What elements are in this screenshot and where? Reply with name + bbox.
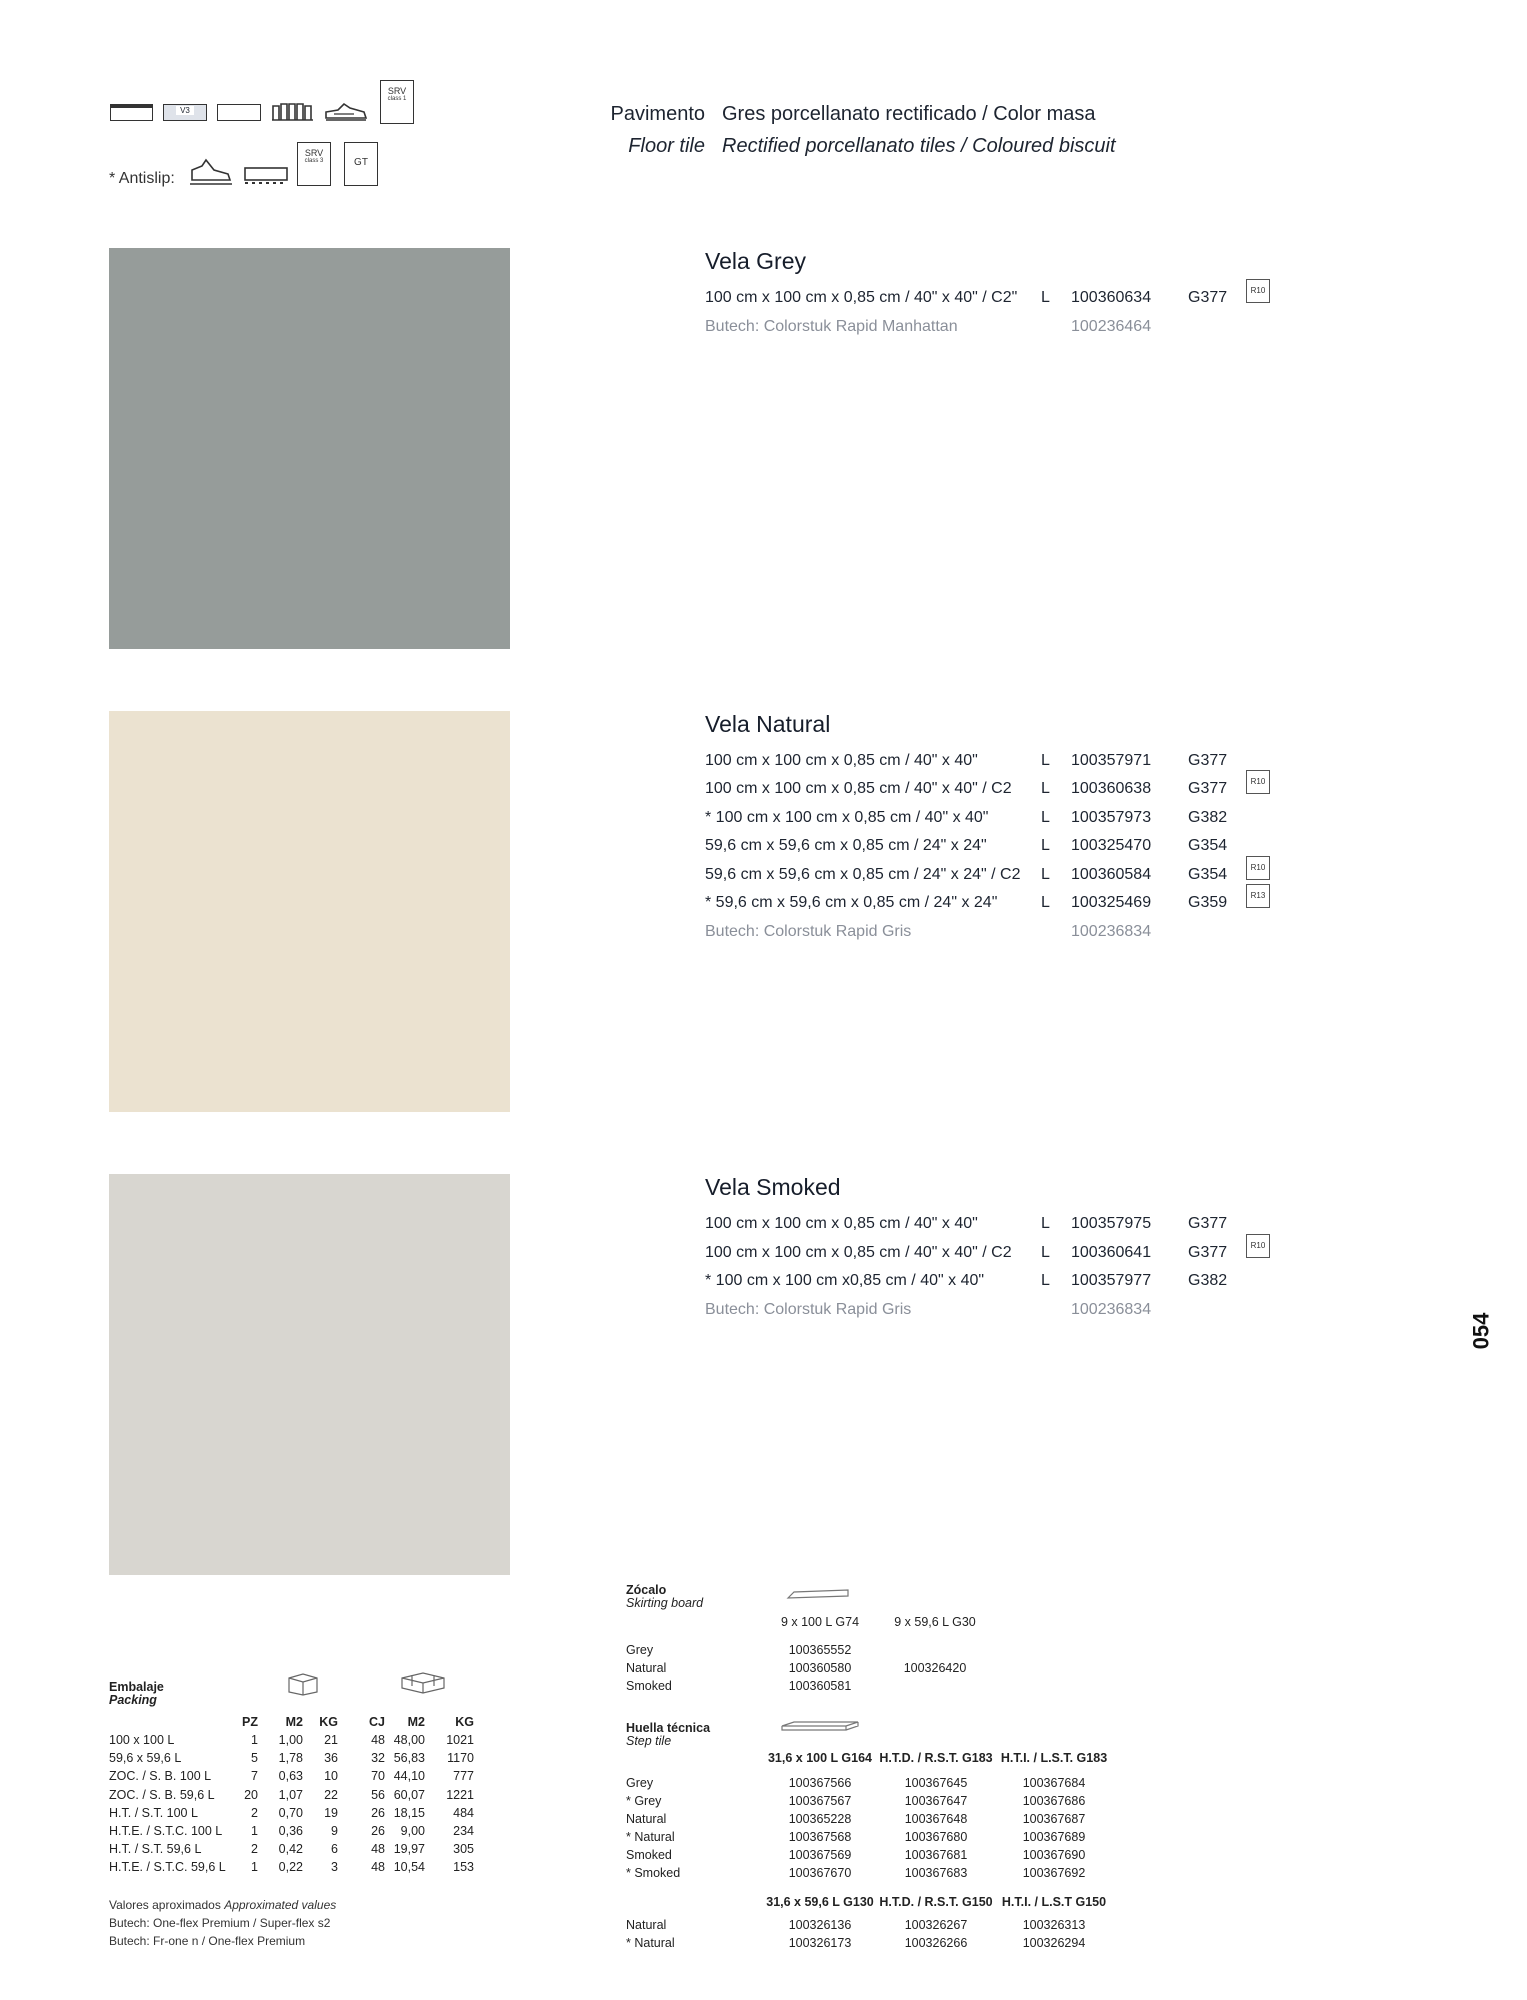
step-cell: 100326313	[1022, 1918, 1086, 1932]
packing-cell: 56,83	[393, 1751, 425, 1766]
packing-cell: 70	[371, 1769, 385, 1784]
step-cell: 100326173	[788, 1936, 852, 1950]
r13-badge: R13	[1246, 884, 1270, 908]
r10-badge: R10	[1246, 279, 1270, 303]
interior-use-icon	[271, 100, 315, 127]
page-number: 054	[1468, 1312, 1494, 1350]
step-cell: 100367648	[904, 1812, 968, 1826]
packing-cell: 0,22	[278, 1860, 303, 1875]
step-row-label: Grey	[626, 1776, 654, 1790]
packing-cell: 32	[371, 1751, 385, 1766]
packing-cell: 18,15	[393, 1805, 425, 1820]
step-cell: 100367690	[1022, 1848, 1086, 1862]
packing-cell: 26	[371, 1805, 385, 1820]
packing-cell: 6	[331, 1842, 338, 1857]
step-row-label: * Natural	[626, 1936, 675, 1950]
packing-cell: 1,00	[278, 1733, 303, 1747]
packing-cell: 22	[324, 1787, 338, 1802]
packing-cell: 1	[251, 1860, 258, 1875]
header-desc-es: Gres porcellanato rectificado / Color masa	[722, 103, 1096, 125]
product-title: Vela Smoked	[705, 1174, 841, 1200]
packing-cell: 1170	[447, 1751, 474, 1766]
step-row-label: * Grey	[626, 1794, 662, 1808]
skirting-title-es: Zócalo	[626, 1583, 667, 1597]
srv-class1-icon: SRV class 1	[380, 80, 414, 124]
packing-cell: 36	[324, 1751, 338, 1766]
step-cell: 100365228	[788, 1812, 852, 1826]
packing-row-label: H.T. / S.T. 100 L	[109, 1805, 198, 1820]
packing-cell: 1,07	[278, 1787, 303, 1802]
packing-header: KG	[319, 1715, 338, 1729]
r10-badge: R10	[1246, 856, 1270, 880]
packing-cell: 10	[324, 1769, 338, 1784]
packing-title-es: Embalaje	[109, 1680, 164, 1694]
header-desc-en: Rectified porcellanato tiles / Coloured biscuit	[722, 135, 1116, 157]
packing-butech-1: Butech: One-flex Premium / Super-flex s2	[109, 1916, 331, 1930]
r10-badge: R10	[1246, 1234, 1270, 1258]
step-row-label: Natural	[626, 1812, 667, 1826]
step-row-label: * Natural	[626, 1830, 675, 1844]
step-cell: 100326294	[1022, 1936, 1086, 1950]
packing-cell: 0,36	[278, 1824, 303, 1838]
packing-cell: 2	[251, 1842, 258, 1857]
packing-cell: 48	[371, 1860, 385, 1875]
packing-row-label: 59,6 x 59,6 L	[109, 1751, 182, 1766]
packing-cell: 2	[251, 1805, 258, 1820]
skirting-col1: 9 x 100 L G74	[780, 1615, 860, 1629]
antislip-floor-icon	[243, 164, 289, 191]
packing-row-label: H.T.E. / S.T.C. 100 L	[109, 1824, 223, 1838]
step-cell: 100326136	[788, 1918, 852, 1932]
skirting-cell: 100365552	[788, 1643, 852, 1657]
packing-cell: 9	[331, 1824, 338, 1838]
packing-cell: 9,00	[400, 1824, 425, 1838]
packing-cell: 44,10	[393, 1769, 425, 1784]
packing-header: M2	[285, 1715, 303, 1729]
packing-cell: 777	[453, 1769, 474, 1784]
packing-header: PZ	[242, 1715, 258, 1729]
packing-row-label: 100 x 100 L	[109, 1733, 175, 1747]
step-cell: 100367684	[1022, 1776, 1086, 1790]
step-cell: 100367569	[788, 1848, 852, 1862]
packing-cell: 0,70	[278, 1805, 303, 1820]
step-col-header: H.T.I. / L.S.T. G183	[1000, 1751, 1108, 1765]
product-title: Vela Grey	[705, 248, 806, 274]
step-cell: 100367687	[1022, 1812, 1086, 1826]
tile-swatch-vela-smoked	[109, 1174, 510, 1575]
packing-cell: 5	[251, 1751, 258, 1766]
skirting-title-en: Skirting board	[626, 1596, 704, 1610]
packing-cell: 26	[371, 1824, 385, 1838]
packing-cell: 56	[371, 1787, 385, 1802]
step-cell: 100367568	[788, 1830, 852, 1844]
packing-cell: 60,07	[393, 1787, 425, 1802]
packing-cell: 20	[244, 1787, 258, 1802]
floor-use-icon	[217, 104, 261, 121]
packing-cell: 1	[251, 1733, 258, 1747]
step-cell: 100367689	[1022, 1830, 1086, 1844]
step-col-header: H.T.D. / R.S.T. G150	[879, 1895, 993, 1909]
packing-cell: 48	[371, 1733, 385, 1747]
box-icon	[286, 1672, 320, 1701]
skirting-cell: 100360580	[788, 1661, 852, 1675]
skirting-board-icon	[786, 1586, 850, 1607]
step-row-label: Natural	[626, 1918, 667, 1932]
product-title: Vela Natural	[705, 711, 831, 737]
antislip-shoe-icon	[188, 158, 234, 191]
step-col-header: 31,6 x 59,6 L G130	[766, 1895, 874, 1909]
packing-cell: 1,78	[278, 1751, 303, 1766]
packing-row-label: ZOC. / S. B. 100 L	[109, 1769, 212, 1784]
srv-class3-icon: SRV class 3	[297, 142, 331, 186]
step-row-label: * Smoked	[626, 1866, 681, 1880]
step-cell: 100367645	[904, 1776, 968, 1790]
packing-cell: 1021	[446, 1733, 474, 1747]
r10-badge: R10	[1246, 770, 1270, 794]
tile-swatch-vela-grey	[109, 248, 510, 649]
step-col-header: H.T.I. / L.S.T G150	[1001, 1895, 1107, 1909]
skirting-cell: 100326420	[903, 1661, 967, 1675]
v3-label: V3	[176, 106, 194, 115]
packing-header: M2	[407, 1715, 425, 1729]
packing-cell: 305	[453, 1842, 474, 1857]
antislip-label: * Antislip:	[109, 170, 175, 187]
footwear-icon	[324, 98, 368, 127]
packing-row-label: H.T. / S.T. 59,6 L	[109, 1842, 202, 1857]
step-col-header: H.T.D. / R.S.T. G183	[879, 1751, 993, 1765]
packing-cell: 19,97	[393, 1842, 425, 1857]
packing-cell: 234	[453, 1824, 474, 1838]
step-cell: 100367647	[904, 1794, 968, 1808]
packing-note: Valores aproximados Approximated values	[109, 1898, 337, 1912]
packing-cell: 484	[453, 1805, 474, 1820]
packing-cell: 48	[371, 1842, 385, 1857]
packing-header: KG	[455, 1715, 474, 1729]
skirting-row-label: Natural	[626, 1661, 667, 1675]
step-cell: 100367670	[788, 1866, 852, 1880]
packing-cell: 153	[453, 1860, 474, 1875]
step-cell: 100367692	[1022, 1866, 1086, 1880]
step-cell: 100367686	[1022, 1794, 1086, 1808]
packing-cell: 48,00	[393, 1733, 425, 1747]
packing-cell: 21	[324, 1733, 338, 1747]
skirting-row-label: Grey	[626, 1643, 654, 1657]
pallet-icon	[398, 1670, 448, 1701]
step-col-header: 31,6 x 100 L G164	[767, 1751, 873, 1765]
packing-cell: 0,42	[278, 1842, 303, 1857]
gt-icon: GT	[344, 142, 378, 186]
packing-cell: 7	[251, 1769, 258, 1784]
tile-swatch-vela-natural	[109, 711, 510, 1112]
step-cell: 100367566	[788, 1776, 852, 1790]
packing-cell: 0,63	[278, 1769, 303, 1784]
skirting-cell: 100360581	[788, 1679, 852, 1693]
step-cell: 100367683	[904, 1866, 968, 1880]
step-cell: 100367567	[788, 1794, 852, 1808]
step-cell: 100326267	[904, 1918, 968, 1932]
step-title-en: Step tile	[626, 1734, 672, 1748]
packing-cell: 1221	[446, 1787, 474, 1802]
header-label-es: Pavimento	[610, 103, 705, 125]
step-cell: 100367681	[904, 1848, 968, 1862]
packing-cell: 10,54	[393, 1860, 425, 1875]
packing-header: CJ	[369, 1715, 385, 1729]
packing-cell: 19	[324, 1805, 338, 1820]
step-cell: 100326266	[904, 1936, 968, 1950]
packing-cell: 3	[331, 1860, 338, 1875]
skirting-col2: 9 x 59,6 L G30	[894, 1615, 976, 1629]
packing-row-label: ZOC. / S. B. 59,6 L	[109, 1787, 215, 1802]
packing-row-label: H.T.E. / S.T.C. 59,6 L	[109, 1860, 226, 1875]
step-title-es: Huella técnica	[626, 1721, 711, 1735]
skirting-row-label: Smoked	[626, 1679, 672, 1693]
packing-cell: 1	[251, 1824, 258, 1838]
packing-title-en: Packing	[109, 1693, 157, 1707]
tile-format-icon	[110, 104, 153, 121]
step-cell: 100367680	[904, 1830, 968, 1844]
step-row-label: Smoked	[626, 1848, 672, 1862]
rectified-v3-icon	[163, 104, 207, 121]
packing-butech-2: Butech: Fr-one n / One-flex Premium	[109, 1934, 306, 1948]
header-label-en: Floor tile	[628, 135, 705, 157]
step-tile-icon	[780, 1720, 860, 1741]
